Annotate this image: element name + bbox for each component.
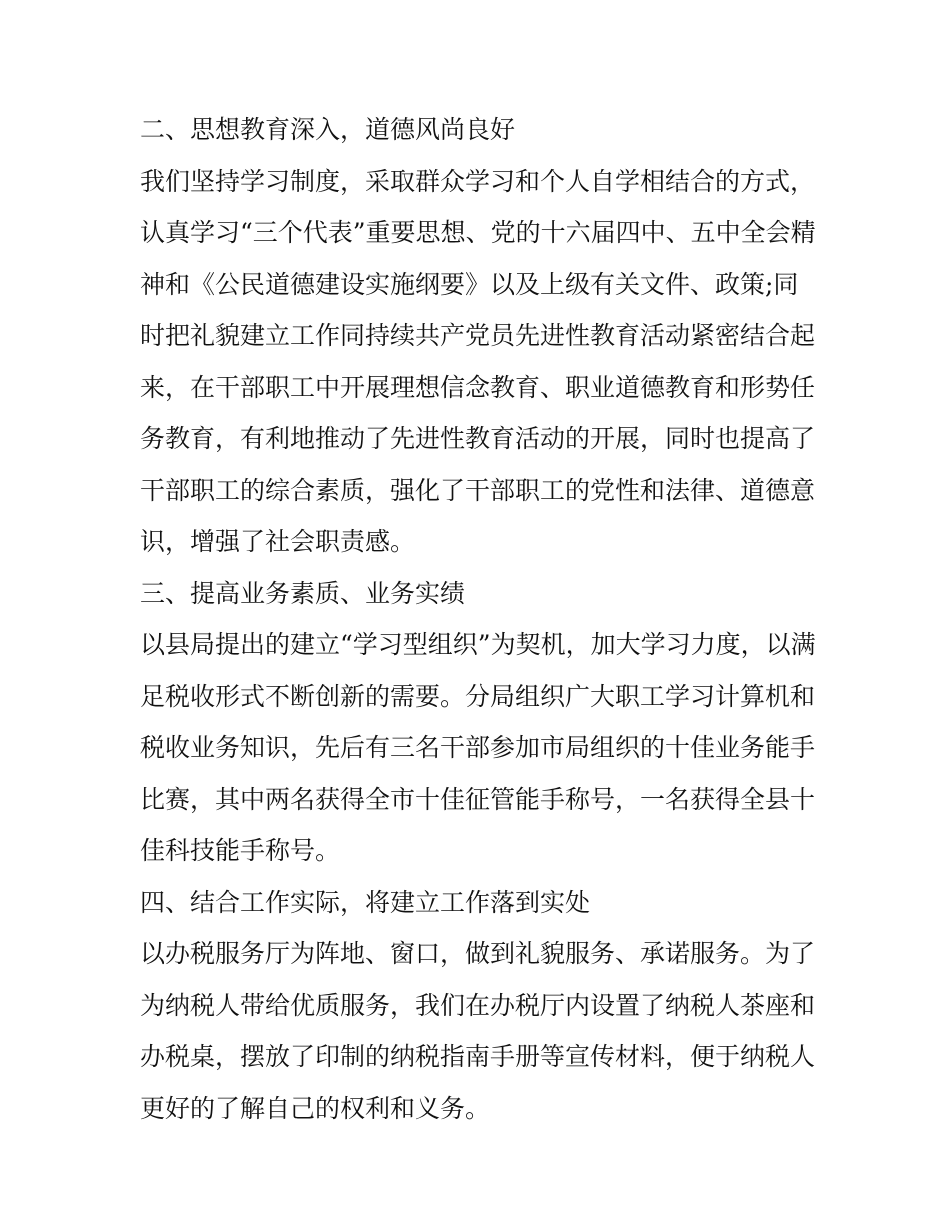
section-heading: 二、思想教育深入，道德风尚良好 [140, 115, 516, 144]
paragraph-line: 佳科技能手称号。 [140, 836, 341, 865]
paragraph-line: 比赛，其中两名获得全市十佳征管能手称号，一名获得全县十 [140, 784, 816, 814]
paragraph-line: 神和《公民道德建设实施纲要》以及上级有关文件、政策;同 [140, 269, 799, 299]
paragraph-line: 足税收形式不断创新的需要。分局组织广大职工学习计算机和 [140, 681, 816, 711]
paragraph-line: 务教育，有利地推动了先进性教育活动的开展，同时也提高了 [140, 424, 816, 453]
paragraph-line: 认真学习“三个代表”重要思想、党的十六届四中、五中全会精 [140, 218, 816, 247]
paragraph-line: 识，增强了社会职责感。 [140, 527, 416, 556]
paragraph-line: 时把礼貌建立工作同持续共产党员先进性教育活动紧密结合起 [140, 321, 816, 350]
paragraph-line: 为纳税人带给优质服务，我们在办税厅内设置了纳税人茶座和 [140, 990, 816, 1020]
paragraph-line: 办税桌，摆放了印制的纳税指南手册等宣传材料，便于纳税人 [140, 1042, 816, 1071]
paragraph-line: 更好的了解自己的权利和义务。 [140, 1093, 491, 1123]
paragraph-line: 干部职工的综合素质，强化了干部职工的党性和法律、道德意 [140, 475, 816, 505]
document-body [140, 104, 820, 1134]
paragraph-line: 我们坚持学习制度，采取群众学习和个人自学相结合的方式， [140, 166, 816, 196]
section-heading: 四、结合工作实际，将建立工作落到实处 [140, 887, 591, 917]
paragraph-line: 来，在干部职工中开展理想信念教育、职业道德教育和形势任 [140, 372, 816, 402]
paragraph-line: 以办税服务厅为阵地、窗口，做到礼貌服务、承诺服务。为了 [140, 939, 816, 968]
section-heading: 三、提高业务素质、业务实绩 [140, 578, 466, 608]
paragraph-line: 以县局提出的建立“学习型组织”为契机，加大学习力度，以满 [140, 630, 816, 659]
paragraph-line: 税收业务知识，先后有三名干部参加市局组织的十佳业务能手 [140, 733, 816, 762]
